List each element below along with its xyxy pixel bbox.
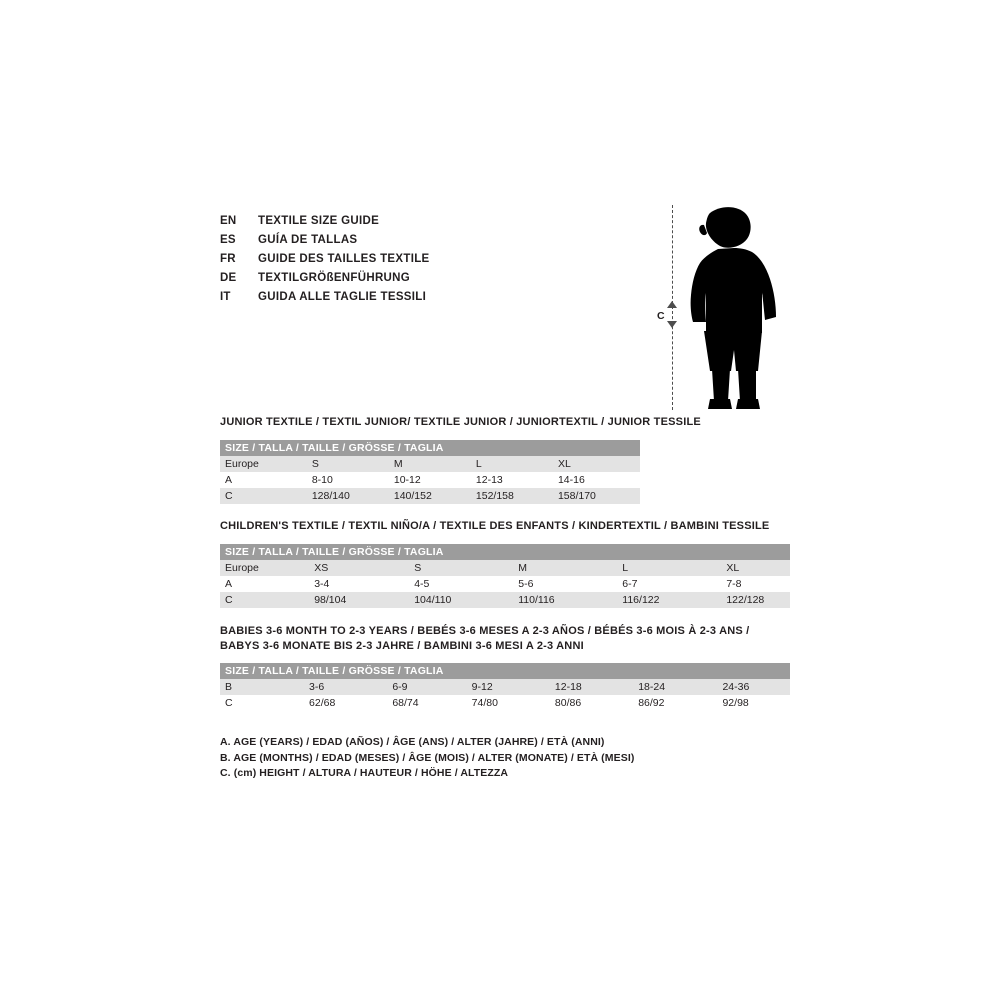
column-header: XL bbox=[726, 560, 790, 576]
language-code: IT bbox=[220, 291, 231, 303]
row-header: Europe bbox=[220, 560, 314, 576]
footnote-a: A. AGE (YEARS) / EDAD (AÑOS) / ÂGE (ANS) / ALTER (JAHRE) / ETÀ (ANNI) bbox=[220, 736, 605, 748]
cell: 86/92 bbox=[638, 695, 722, 711]
cell: 12-13 bbox=[476, 472, 558, 488]
cell: 24-36 bbox=[722, 679, 790, 695]
row-header: C bbox=[220, 592, 314, 608]
column-header: M bbox=[394, 456, 476, 472]
cell: 18-24 bbox=[638, 679, 722, 695]
size-band-label: SIZE / TALLA / TAILLE / GRÖSSE / TAGLIA bbox=[220, 663, 790, 679]
cell: 8-10 bbox=[312, 472, 394, 488]
cell: 92/98 bbox=[722, 695, 790, 711]
section-title-babies: BABIES 3-6 MONTH TO 2-3 YEARS / BEBÉS 3-6 MESES A 2-3 AÑOS / BÉBÉS 3-6 MOIS À 2-3 ANS / bbox=[220, 625, 750, 637]
cell: 68/74 bbox=[392, 695, 471, 711]
babies-size-table bbox=[220, 663, 790, 711]
cell: 4-5 bbox=[414, 576, 518, 592]
cell: 5-6 bbox=[518, 576, 622, 592]
table-row bbox=[220, 592, 790, 608]
section-title-babies-line2: BABYS 3-6 MONATE BIS 2-3 JAHRE / BAMBINI 3-6 MESI A 2-3 ANNI bbox=[220, 640, 584, 652]
cell: 62/68 bbox=[309, 695, 392, 711]
language-row bbox=[220, 253, 650, 272]
table-row bbox=[220, 576, 790, 592]
column-header: L bbox=[476, 456, 558, 472]
language-title-block bbox=[220, 215, 650, 310]
row-header: C bbox=[220, 695, 309, 711]
cell: 158/170 bbox=[558, 488, 640, 504]
language-code: EN bbox=[220, 215, 237, 227]
language-code: DE bbox=[220, 272, 237, 284]
language-row bbox=[220, 234, 650, 253]
legend-footnotes bbox=[220, 735, 634, 782]
table-band-row bbox=[220, 663, 790, 679]
table-band-row bbox=[220, 440, 640, 456]
language-title: GUIDE DES TAILLES TEXTILE bbox=[258, 253, 430, 265]
cell: 6-7 bbox=[622, 576, 726, 592]
language-title: GUIDA ALLE TAGLIE TESSILI bbox=[258, 291, 427, 303]
size-band-label: SIZE / TALLA / TAILLE / GRÖSSE / TAGLIA bbox=[220, 440, 640, 456]
table-row bbox=[220, 695, 790, 711]
row-header: Europe bbox=[220, 456, 312, 472]
section-title-junior: JUNIOR TEXTILE / TEXTIL JUNIOR/ TEXTILE JUNIOR / JUNIORTEXTIL / JUNIOR TESSILE bbox=[220, 416, 701, 428]
language-code: ES bbox=[220, 234, 236, 246]
language-row bbox=[220, 272, 650, 291]
column-header: M bbox=[518, 560, 622, 576]
cell: 152/158 bbox=[476, 488, 558, 504]
cell: 122/128 bbox=[726, 592, 790, 608]
cell: 12-18 bbox=[555, 679, 638, 695]
cell: 104/110 bbox=[414, 592, 518, 608]
column-header: XL bbox=[558, 456, 640, 472]
child-silhouette-icon bbox=[670, 205, 790, 415]
cell: 14-16 bbox=[558, 472, 640, 488]
cell: 80/86 bbox=[555, 695, 638, 711]
table-row bbox=[220, 488, 640, 504]
language-title: GUÍA DE TALLAS bbox=[258, 234, 358, 246]
cell: 116/122 bbox=[622, 592, 726, 608]
cell: 10-12 bbox=[394, 472, 476, 488]
table-band-row bbox=[220, 544, 790, 560]
column-header: L bbox=[622, 560, 726, 576]
row-header: C bbox=[220, 488, 312, 504]
language-code: FR bbox=[220, 253, 236, 265]
measure-label-c: C bbox=[657, 310, 665, 322]
row-header: A bbox=[220, 576, 314, 592]
junior-size-table bbox=[220, 440, 640, 504]
language-row bbox=[220, 291, 650, 310]
row-header: B bbox=[220, 679, 309, 695]
language-title: TEXTILGRÖßENFÜHRUNG bbox=[258, 272, 410, 284]
size-band-label: SIZE / TALLA / TAILLE / GRÖSSE / TAGLIA bbox=[220, 544, 790, 560]
language-title: TEXTILE SIZE GUIDE bbox=[258, 215, 380, 227]
column-header: S bbox=[312, 456, 394, 472]
cell: 3-6 bbox=[309, 679, 392, 695]
children-size-table bbox=[220, 544, 790, 608]
table-row bbox=[220, 560, 790, 576]
cell: 3-4 bbox=[314, 576, 414, 592]
table-row bbox=[220, 679, 790, 695]
cell: 6-9 bbox=[392, 679, 471, 695]
cell: 9-12 bbox=[472, 679, 555, 695]
cell: 110/116 bbox=[518, 592, 622, 608]
section-title-children: CHILDREN'S TEXTILE / TEXTIL NIÑO/A / TEXTILE DES ENFANTS / KINDERTEXTIL / BAMBINI TESSILE bbox=[220, 520, 770, 532]
row-header: A bbox=[220, 472, 312, 488]
table-row bbox=[220, 456, 640, 472]
cell: 74/80 bbox=[472, 695, 555, 711]
cell: 128/140 bbox=[312, 488, 394, 504]
language-row bbox=[220, 215, 650, 234]
footnote-c: C. (cm) HEIGHT / ALTURA / HAUTEUR / HÖHE / ALTEZZA bbox=[220, 767, 509, 779]
cell: 140/152 bbox=[394, 488, 476, 504]
cell: 7-8 bbox=[726, 576, 790, 592]
column-header: XS bbox=[314, 560, 414, 576]
table-row bbox=[220, 472, 640, 488]
cell: 98/104 bbox=[314, 592, 414, 608]
footnote-b: B. AGE (MONTHS) / EDAD (MESES) / ÂGE (MOIS) / ALTER (MONATE) / ETÀ (MESI) bbox=[220, 751, 635, 764]
column-header: S bbox=[414, 560, 518, 576]
height-figure bbox=[650, 205, 830, 420]
